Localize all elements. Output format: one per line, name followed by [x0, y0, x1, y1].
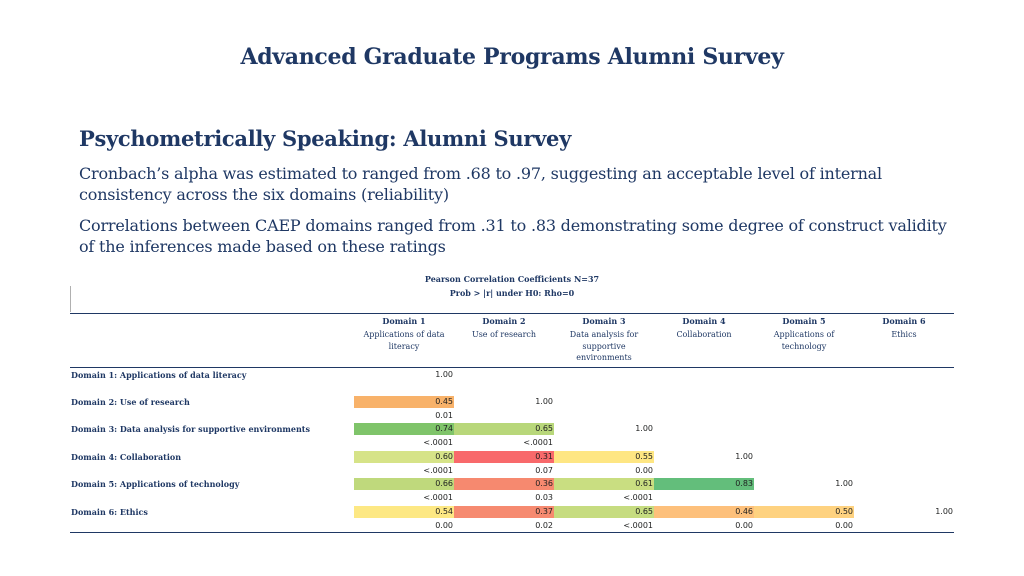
correlation-value: 0.74 [435, 424, 453, 433]
correlation-cell [354, 369, 454, 381]
p-value-cell [454, 437, 554, 449]
correlation-value: 0.83 [735, 479, 753, 488]
column-header-description: Applications of technology [773, 330, 835, 351]
column-header-description: Ethics [891, 330, 917, 339]
p-value: 0.02 [535, 521, 553, 530]
p-value: <.0001 [423, 438, 453, 447]
table-caption: Pearson Correlation Coefficients N=37 [424, 274, 600, 284]
p-value: <.0001 [623, 493, 653, 502]
p-value: 0.03 [535, 493, 553, 502]
correlation-cell [354, 423, 454, 435]
correlation-value: 0.45 [435, 397, 453, 406]
correlation-value: 0.65 [535, 424, 553, 433]
correlation-value: 0.50 [835, 507, 853, 516]
p-value: <.0001 [423, 466, 453, 475]
correlation-value: 0.60 [435, 452, 453, 461]
correlation-value: 0.36 [535, 479, 553, 488]
p-value-cell [454, 520, 554, 532]
p-value-cell [354, 492, 454, 504]
correlation-value: 0.66 [435, 479, 453, 488]
p-value-cell [354, 437, 454, 449]
correlation-value: 1.00 [535, 397, 553, 406]
correlation-cell [354, 478, 454, 490]
correlation-value: 0.55 [635, 452, 653, 461]
correlation-cell [354, 451, 454, 463]
reliability-paragraph: Cronbach’s alpha was estimated to ranged from .68 to .97, suggesting an acceptable level of internal consistency across the six domains (reliability) [79, 164, 882, 204]
p-value-cell [454, 465, 554, 477]
row-label: Domain 2: Use of research [71, 397, 190, 407]
correlation-cell [654, 478, 754, 490]
correlation-cell [354, 506, 454, 518]
p-value-cell [654, 520, 754, 532]
table-left-marker [70, 286, 71, 312]
correlation-cell [554, 478, 654, 490]
column-header [654, 316, 754, 341]
table-header-rule [70, 367, 954, 368]
correlation-cell [654, 451, 754, 463]
correlation-value: 1.00 [735, 452, 753, 461]
p-value-cell [354, 410, 454, 422]
p-value: <.0001 [623, 521, 653, 530]
correlation-value: 0.65 [635, 507, 653, 516]
correlation-value: 0.46 [735, 507, 753, 516]
correlation-cell [454, 506, 554, 518]
correlation-value: 1.00 [435, 370, 453, 379]
p-value: 0.00 [735, 521, 753, 530]
p-value-cell [554, 492, 654, 504]
column-header-description: Use of research [471, 330, 537, 339]
correlation-cell [454, 478, 554, 490]
table-bottom-rule [70, 532, 954, 533]
p-value: <.0001 [523, 438, 553, 447]
row-label: Domain 1: Applications of data literacy [71, 370, 247, 380]
column-header [554, 316, 654, 364]
row-label: Domain 3: Data analysis for supportive environments [71, 424, 310, 434]
column-header-description: Data analysis for supportive environments [569, 330, 639, 362]
section-heading: Psychometrically Speaking: Alumni Survey [79, 126, 572, 151]
column-header [754, 316, 854, 352]
correlation-value: 0.37 [535, 507, 553, 516]
p-value-cell [554, 520, 654, 532]
correlation-value: 1.00 [835, 479, 853, 488]
correlation-value: 1.00 [935, 507, 953, 516]
slide-title: Advanced Graduate Programs Alumni Survey [240, 44, 784, 70]
column-header-description: Collaboration [676, 330, 732, 339]
correlation-cell [754, 478, 854, 490]
column-header [354, 316, 454, 352]
column-header [854, 316, 954, 341]
p-value: 0.00 [435, 521, 453, 530]
table-subcaption: Prob > |r| under H0: Rho=0 [449, 288, 575, 298]
correlation-cell [754, 506, 854, 518]
column-header-name: Domain 3 [582, 316, 626, 326]
correlation-cell [454, 423, 554, 435]
correlation-cell [554, 423, 654, 435]
column-header-name: Domain 4 [682, 316, 726, 326]
p-value-cell [354, 520, 454, 532]
p-value-cell [554, 465, 654, 477]
row-label: Domain 6: Ethics [71, 507, 148, 517]
correlation-cell [454, 451, 554, 463]
column-header-description: Applications of data literacy [363, 330, 445, 351]
p-value: 0.01 [435, 411, 453, 420]
correlation-value: 0.31 [535, 452, 553, 461]
correlation-cell [554, 506, 654, 518]
correlation-cell [554, 451, 654, 463]
validity-paragraph: Correlations between CAEP domains ranged from .31 to .83 demonstrating some degree of construct validity of the inferences made based on these ratings [79, 216, 947, 256]
row-label: Domain 5: Applications of technology [71, 479, 240, 489]
p-value: <.0001 [423, 493, 453, 502]
column-header-name: Domain 1 [382, 316, 426, 326]
p-value-cell [754, 520, 854, 532]
correlation-value: 0.61 [635, 479, 653, 488]
p-value: 0.00 [635, 466, 653, 475]
correlation-cell [454, 396, 554, 408]
correlation-cell [654, 506, 754, 518]
row-label: Domain 4: Collaboration [71, 452, 182, 462]
p-value-cell [454, 492, 554, 504]
table-top-rule [70, 313, 954, 314]
p-value-cell [354, 465, 454, 477]
column-header-name: Domain 5 [782, 316, 826, 326]
column-header [454, 316, 554, 341]
column-header-name: Domain 2 [482, 316, 526, 326]
correlation-value: 0.54 [435, 507, 453, 516]
correlation-cell [854, 506, 954, 518]
p-value: 0.07 [535, 466, 553, 475]
p-value: 0.00 [835, 521, 853, 530]
column-header-name: Domain 6 [882, 316, 926, 326]
correlation-value: 1.00 [635, 424, 653, 433]
correlation-cell [354, 396, 454, 408]
